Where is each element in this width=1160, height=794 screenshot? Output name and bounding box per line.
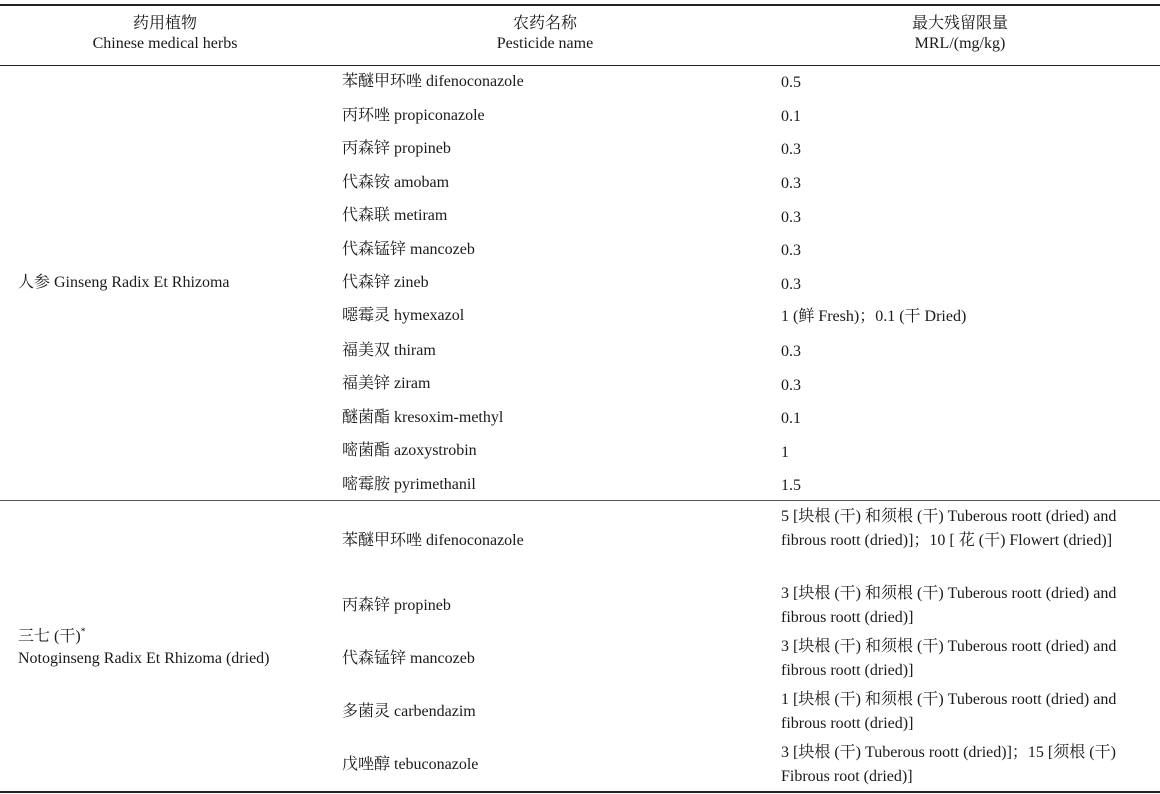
mrl-cell: 3 [块根 (干) Tuberous roott (dried)]；15 [须根 (干) Fibrous root (dried)] <box>781 744 1116 785</box>
pesticide-cell: 丙森锌 propineb <box>342 140 451 157</box>
mrl-cell: 0.3 <box>781 242 801 259</box>
pesticide-cell: 代森锰锌 mancozeb <box>342 241 475 258</box>
herb-notoginseng <box>18 626 270 670</box>
header-herbs-zh: 药用植物 <box>132 15 197 32</box>
top-rule <box>0 4 1160 6</box>
mrl-cell: 0.3 <box>781 276 801 293</box>
mrl-cell: 1.5 <box>781 477 801 494</box>
pesticide-cell: 嘧霉胺 pyrimethanil <box>342 476 476 493</box>
herb-ginseng: 人参 Ginseng Radix Et Rhizoma <box>18 274 230 291</box>
header-mrl-zh: 最大残留限量 <box>911 15 1008 32</box>
herb-notoginseng-zh <box>18 626 270 648</box>
mrl-cell: 1 <box>781 444 789 461</box>
mrl-cell: 0.1 <box>781 410 801 427</box>
pesticide-cell: 丙森锌 propineb <box>342 597 451 614</box>
header-pesticide-zh: 农药名称 <box>512 15 577 32</box>
pesticide-cell: 代森锌 zineb <box>342 274 429 291</box>
herb-notoginseng-en: Notoginseng Radix Et Rhizoma (dried) <box>18 650 270 667</box>
pesticide-cell: 噁霉灵 hymexazol <box>342 307 465 324</box>
pesticide-cell: 嘧菌酯 azoxystrobin <box>342 442 477 459</box>
pesticide-cell: 苯醚甲环唑 difenoconazole <box>342 532 524 549</box>
pesticide-cell: 戊唑醇 tebuconazole <box>342 756 479 773</box>
pesticide-cell: 代森锰锌 mancozeb <box>342 650 475 667</box>
group-rule <box>0 500 1160 501</box>
herb-notoginseng-zh-text: 三七 (干) <box>18 628 81 645</box>
header-pesticide-en: Pesticide name <box>496 35 594 52</box>
mrl-cell: 0.3 <box>781 343 801 360</box>
mrl-cell: 5 [块根 (干) 和须根 (干) Tuberous roott (dried) and fibrous roott (dried)]；10 [ 花 (干) Flowert (dried)] <box>781 508 1117 549</box>
mrl-cell: 0.1 <box>781 108 801 125</box>
pesticide-cell: 醚菌酯 kresoxim-methyl <box>342 409 504 426</box>
mrl-cell: 1 (鲜 Fresh)；0.1 (干 Dried) <box>781 308 967 325</box>
pesticide-cell: 多菌灵 carbendazim <box>342 703 476 720</box>
mrl-cell: 0.3 <box>781 377 801 394</box>
pesticide-cell: 苯醚甲环唑 difenoconazole <box>342 73 524 90</box>
mrl-cell: 0.3 <box>781 209 801 226</box>
pesticide-cell: 丙环唑 propiconazole <box>342 107 485 124</box>
mrl-cell: 3 [块根 (干) 和须根 (干) Tuberous roott (dried) and fibrous roott (dried)] <box>781 585 1117 626</box>
pesticide-cell: 代森联 metiram <box>342 207 448 224</box>
bottom-rule <box>0 791 1160 793</box>
header-pesticide <box>330 14 760 54</box>
header-mrl <box>760 14 1160 54</box>
pesticide-cell: 福美锌 ziram <box>342 375 431 392</box>
mrl-cell: 1 [块根 (干) 和须根 (干) Tuberous roott (dried) and fibrous roott (dried)] <box>781 691 1117 732</box>
header-herbs-en: Chinese medical herbs <box>92 35 238 52</box>
pesticide-cell: 福美双 thiram <box>342 342 436 359</box>
mrl-cell: 3 [块根 (干) 和须根 (干) Tuberous roott (dried) and fibrous roott (dried)] <box>781 638 1117 679</box>
mrl-cell: 0.3 <box>781 175 801 192</box>
header-herbs <box>0 14 330 54</box>
header-mrl-en: MRL/(mg/kg) <box>914 35 1006 52</box>
pesticide-cell: 代森铵 amobam <box>342 174 450 191</box>
footnote-mark: * <box>80 626 86 638</box>
mrl-cell: 0.3 <box>781 141 801 158</box>
header-rule <box>0 65 1160 66</box>
mrl-cell: 0.5 <box>781 74 801 91</box>
